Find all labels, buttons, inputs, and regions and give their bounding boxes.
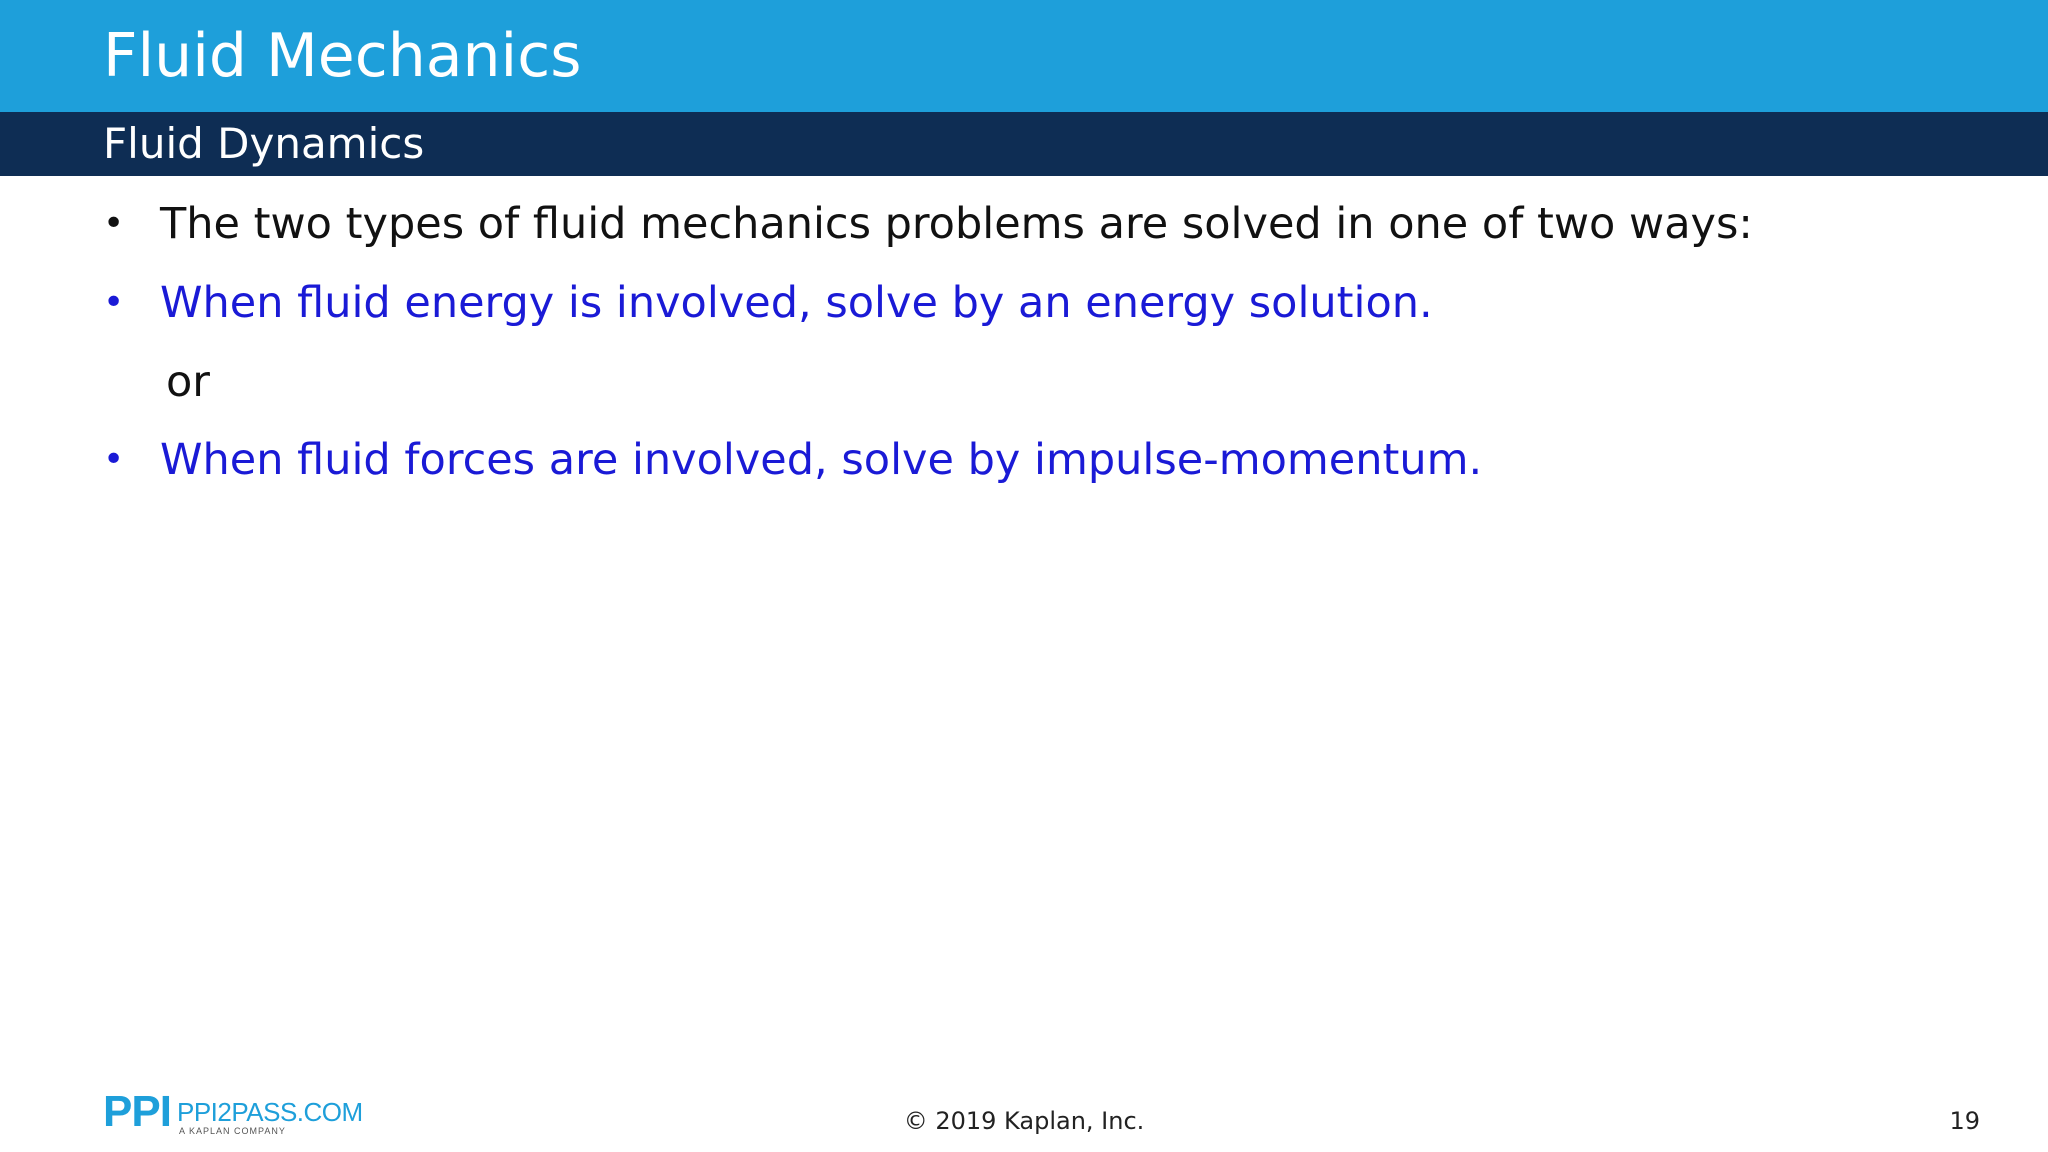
bullet-text: The two types of fluid mechanics problems are solved in one of two ways: (160, 199, 1753, 249)
bullet-icon: • (103, 282, 125, 323)
copyright-text: © 2019 Kaplan, Inc. (903, 1107, 1145, 1135)
page-number: 19 (1949, 1107, 1980, 1135)
logo-tagline: A KAPLAN COMPANY (179, 1126, 286, 1136)
logo-site: PPI2PASS.COM (177, 1097, 363, 1127)
bullet-icon: • (103, 203, 125, 244)
bullet-text: When fluid forces are involved, solve by impulse-momentum. (160, 435, 1483, 485)
title-bar (0, 0, 2048, 112)
subtitle-bar (0, 112, 2048, 176)
logo-mark: PPI (103, 1087, 171, 1136)
connector-text: or (166, 357, 210, 407)
slide-title: Fluid Mechanics (103, 21, 582, 91)
slide-subtitle: Fluid Dynamics (103, 119, 425, 168)
bullet-text: When fluid energy is involved, solve by an energy solution. (160, 278, 1433, 328)
bullet-icon: • (103, 439, 125, 480)
